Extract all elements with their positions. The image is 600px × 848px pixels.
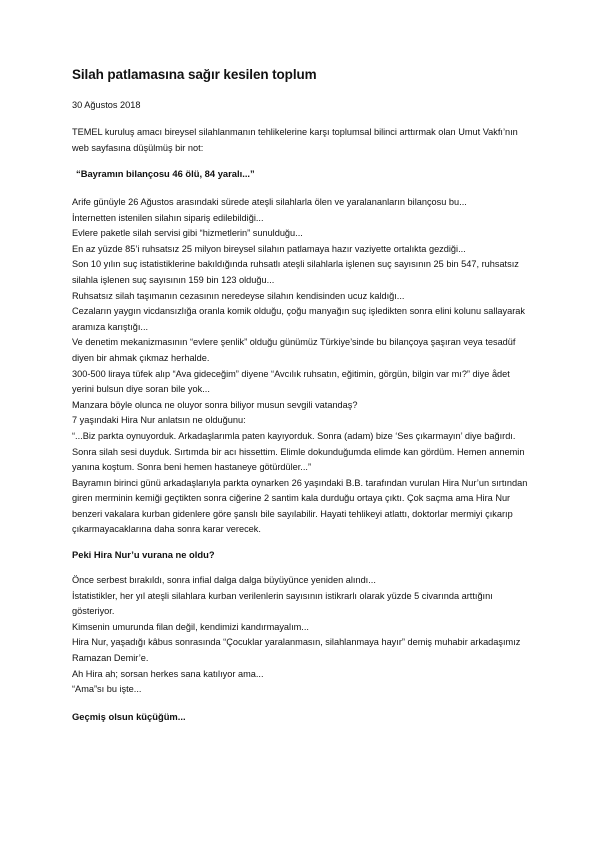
body-line: Son 10 yılın suç istatistiklerine bakıldığında ruhsatlı ateşli silahlarla işlenen suç sayısının 25 bin 547, ruhsatsız silahla işlenen suç sayısının 159 bin 123 olduğu... <box>72 259 519 285</box>
closing-line: Geçmiş olsun küçüğüm... <box>72 710 186 722</box>
after-line: “Ama”sı bu işte... <box>72 684 142 695</box>
article-title: Silah patlamasına sağır kesilen toplum <box>72 67 317 82</box>
body-line: Ruhsatsız silah taşımanın cezasının neredeyse silahın kendisinden ucuz kaldığı... <box>72 290 405 301</box>
article-intro: TEMEL kuruluş amacı bireysel silahlanmanın tehlikelerine karşı toplumsal bilinci arttırmak olan Umut Vakfı’nın web sayfasına düşülmüş bir not: <box>72 127 518 153</box>
document-page <box>72 66 534 724</box>
body-line: Manzara böyle olunca ne oluyor sonra biliyor musun sevgili vatandaş? <box>72 399 358 410</box>
body-line: İnternetten istenilen silahın sipariş edilebildiği... <box>72 212 264 223</box>
after-line: Hira Nur, yaşadığı kâbus sonrasında “Çocuklar yaralanmasın, silahlanmaya hayır” demiş muhabir arkadaşımız Ramazan Demir’e. <box>72 637 521 664</box>
body-lines <box>72 195 534 538</box>
body-line: Ve denetim mekanizmasının “evlere şenlik” olduğu günümüz Türkiye’sinde bu bilançoya şaşıran veya tesadüf diyen bir ahmak çıkmaz herhalde. <box>72 337 516 363</box>
body-line: En az yüzde 85’i ruhsatsız 25 milyon bireysel silahın patlamaya hazır vaziyette ortalıkta gezdiği... <box>72 243 466 254</box>
body-line: 7 yaşındaki Hira Nur anlatsın ne olduğunu: <box>72 415 246 426</box>
after-line: Kimsenin umurunda filan değil, kendimizi kandırmayalım... <box>72 621 309 632</box>
quote-heading: “Bayramın bilançosu 46 ölü, 84 yaralı...” <box>76 168 255 179</box>
after-line: Ah Hira ah; sorsan herkes sana katılıyor ama... <box>72 668 264 679</box>
after-line: İstatistikler, her yıl ateşli silahlara kurban verilenlerin sayısının istikrarlı olarak yüzde 5 civarında arttığını gösteriyor. <box>72 590 493 617</box>
body-line: “...Biz parkta oynuyorduk. Arkadaşlarımla paten kayıyorduk. Sonra (adam) bize ‘Ses çıkarmayın’ diye bağırdı. Sonra silah sesi duyduk. Sırtımda bir acı hissettim. Elimle dokunduğumda elimde kan gördüm. Hemen annemin yanına koştum. Sonra beni hemen hastaneye götürdüler...” <box>72 430 525 473</box>
article-date: 30 Ağustos 2018 <box>72 100 141 110</box>
subheading: Peki Hira Nur’u vurana ne oldu? <box>72 549 215 561</box>
after-lines <box>72 573 534 698</box>
body-line: Arife günüyle 26 Ağustos arasındaki sürede ateşli silahlarla ölen ve yaralananların bilançosu bu... <box>72 197 467 207</box>
body-line: Evlere paketle silah servisi gibi “hizmetlerin” sunulduğu... <box>72 228 303 239</box>
after-line: Önce serbest bırakıldı, sonra infial dalga dalga büyüyünce yeniden alındı... <box>72 575 376 586</box>
body-line: 300-500 liraya tüfek alıp “Ava gideceğim” diyene “Avcılık ruhsatın, eğitimin, görgün, bilgin var mı?” diye ådet yerini bulsun diye soran bile yok... <box>72 368 510 395</box>
body-line: Bayramın birinci günü arkadaşlarıyla parkta oynarken 26 yaşındaki B.B. tarafından vurulan Hira Nur’un sırtından giren merminin kemiği geçtikten sonra ciğerine 2 santim kala durduğu ortaya çıktı. Çok saçma ama Hira Nur benzeri vakalara kurban gidenlere göre şanslı bile sayılabilir. Hayati tehlikeyi atlattı, doktorlar mermiyi çıkarıp çıkarmayacaklarına daha sonra karar verecek. <box>72 477 528 535</box>
body-line: Cezaların yaygın vicdansızlığa oranla komik olduğu, çoğu manyağın suç işledikten sonra elini kolunu sallayarak aramıza karıştığı... <box>72 306 525 332</box>
